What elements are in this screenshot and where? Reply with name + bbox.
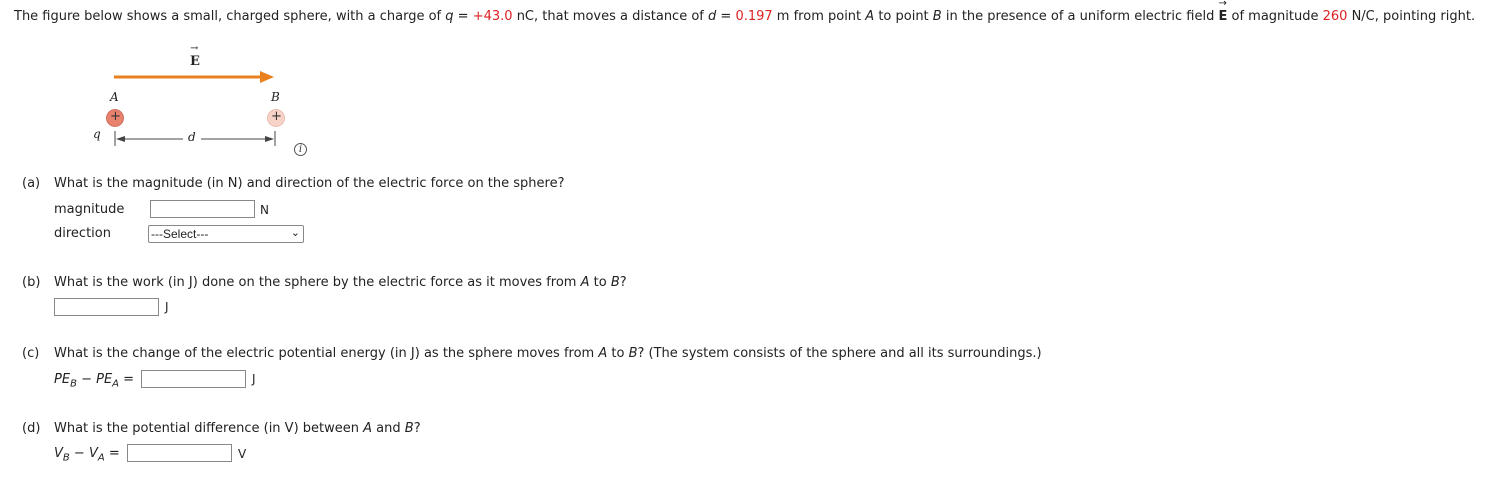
distance-value: 0.197 bbox=[735, 9, 773, 24]
point-B-label: B bbox=[271, 90, 280, 104]
problem-statement: The figure below shows a small, charged sphere, with a charge of q = +43.0 nC, that moves a distance of d = 0.197 m from point A to point B in the presence of a uniform electric field → E of magnitude 260 N/C, pointing right. bbox=[14, 9, 1475, 24]
magnitude-label: magnitude bbox=[54, 202, 125, 217]
figure bbox=[80, 45, 320, 165]
work-unit: J bbox=[165, 300, 169, 314]
direction-select-value: ---Select--- bbox=[151, 227, 209, 241]
potential-difference-input[interactable] bbox=[127, 444, 232, 462]
figure-diagram bbox=[80, 45, 320, 165]
part-b-question: (b) What is the work (in J) done on the sphere by the electric force as it moves from A to B? bbox=[22, 275, 627, 290]
part-b-label: (b) bbox=[22, 275, 41, 290]
distance-label-d: d bbox=[188, 130, 196, 144]
point-A-label: A bbox=[110, 90, 119, 104]
field-vector-symbol: → E bbox=[1218, 9, 1227, 24]
field-magnitude-value: 260 bbox=[1322, 9, 1348, 24]
potential-difference-unit: V bbox=[238, 447, 247, 461]
q-variable: q bbox=[445, 9, 454, 24]
part-c-question: (c) What is the change of the electric potential energy (in J) as the sphere moves from A to B? (The system consists of the sphere and all its surroundings.) bbox=[22, 346, 1042, 361]
plus-sign-B: + bbox=[271, 109, 282, 124]
magnitude-unit: N bbox=[260, 203, 269, 217]
distance-arrowhead-left bbox=[116, 136, 125, 142]
part-c-label: (c) bbox=[22, 346, 40, 361]
potential-energy-unit: J bbox=[252, 372, 256, 386]
work-input[interactable] bbox=[54, 298, 159, 316]
direction-select[interactable] bbox=[148, 225, 304, 243]
magnitude-input[interactable] bbox=[150, 200, 255, 218]
chevron-down-icon: ⌄ bbox=[290, 227, 300, 239]
potential-energy-input[interactable] bbox=[141, 370, 246, 388]
d-variable: d bbox=[708, 9, 717, 24]
part-a-question: (a) What is the magnitude (in N) and direction of the electric force on the sphere? bbox=[22, 176, 565, 191]
distance-arrowhead-right bbox=[265, 136, 274, 142]
part-a-label: (a) bbox=[22, 176, 41, 191]
part-d-question: (d) What is the potential difference (in V) between A and B? bbox=[22, 421, 421, 436]
charge-value: +43.0 bbox=[472, 9, 513, 24]
part-d-label: (d) bbox=[22, 421, 41, 436]
potential-difference-expression: $V_B - V_A$ = bbox=[54, 446, 120, 464]
field-arrowhead bbox=[260, 71, 274, 83]
charge-label-q: q bbox=[93, 127, 101, 141]
direction-label: direction bbox=[54, 226, 111, 241]
potential-energy-expression: $PE_B - PE_A$ = bbox=[54, 372, 135, 390]
plus-sign-A: + bbox=[110, 109, 121, 124]
info-icon[interactable]: i bbox=[294, 143, 307, 156]
field-label: → E bbox=[190, 54, 200, 69]
